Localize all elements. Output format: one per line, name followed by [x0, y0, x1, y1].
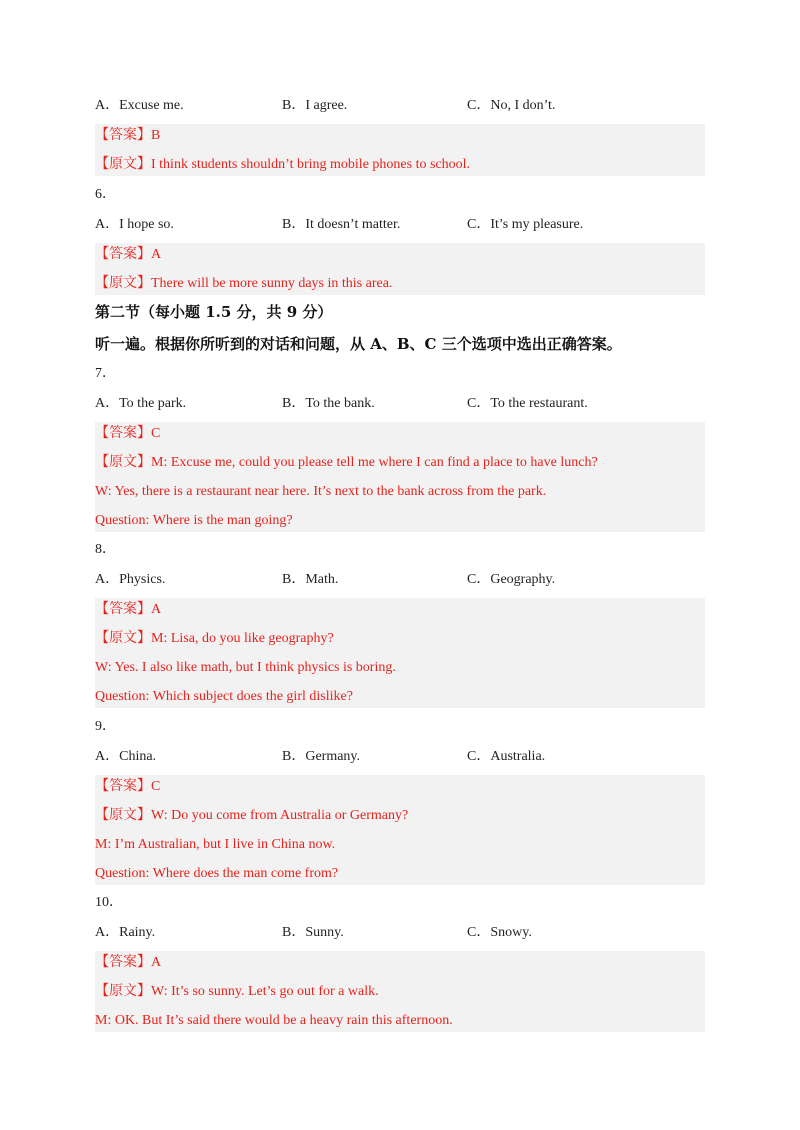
section2-title: 第二节（每小题 1.5 分，共 9 分） [95, 303, 333, 321]
q8-answer: 【答案】A [95, 602, 162, 617]
q8-option-b: B．Math. [282, 572, 339, 587]
q6-transcript-line: 【原文】There will be more sunny days in this area. [95, 276, 393, 291]
q9-transcript-line-2: M: I’m Australian, but I live in China now. [95, 837, 336, 852]
q5-transcript-line: 【原文】I think students shouldn’t bring mobile phones to school. [95, 157, 471, 172]
q9-number: 9． [95, 719, 116, 734]
q5-option-c: C．No, I don’t. [467, 98, 556, 113]
q9-answer-box [95, 775, 705, 885]
q7-answer-box [95, 422, 705, 532]
q10-option-a: A．Rainy. [95, 925, 156, 940]
q10-option-b: B．Sunny. [282, 925, 344, 940]
q8-number: 8． [95, 542, 116, 557]
q10-number: 10． [95, 895, 123, 910]
q8-option-a: A．Physics. [95, 572, 166, 587]
q7-answer: 【答案】C [95, 426, 161, 441]
q10-answer: 【答案】A [95, 955, 162, 970]
q9-transcript-question: Question: Where does the man come from? [95, 866, 339, 881]
q10-option-c: C．Snowy. [467, 925, 532, 940]
q5-answer-box [95, 124, 705, 176]
q9-option-b: B．Germany. [282, 749, 361, 764]
q6-option-c: C．It’s my pleasure. [467, 217, 584, 232]
q8-transcript-question: Question: Which subject does the girl dislike? [95, 689, 353, 704]
q8-transcript-line-1: 【原文】M: Lisa, do you like geography? [95, 631, 334, 646]
q5-option-b: B．I agree. [282, 98, 348, 113]
q10-answer-box [95, 951, 705, 1032]
section2-instruction: 听一遍。根据你所听到的对话和问题，从 A、B、C 三个选项中选出正确答案。 [95, 335, 622, 353]
q7-transcript-line-1: 【原文】M: Excuse me, could you please tell me where I can find a place to have lunch? [95, 455, 598, 470]
q8-transcript-line-2: W: Yes. I also like math, but I think physics is boring. [95, 660, 396, 675]
q5-answer: 【答案】B [95, 128, 161, 143]
q7-number: 7． [95, 366, 116, 381]
q6-answer-box [95, 243, 705, 295]
q9-option-c: C．Australia. [467, 749, 546, 764]
q9-answer: 【答案】C [95, 779, 161, 794]
q9-transcript-line-1: 【原文】W: Do you come from Australia or Germany? [95, 808, 409, 823]
q6-number: 6． [95, 187, 116, 202]
q7-option-a: A．To the park. [95, 396, 187, 411]
q9-option-a: A．China. [95, 749, 157, 764]
q7-option-c: C．To the restaurant. [467, 396, 588, 411]
q5-option-a: A．Excuse me. [95, 98, 184, 113]
q7-transcript-line-2: W: Yes, there is a restaurant near here. It’s next to the bank across from the park. [95, 484, 547, 499]
q6-option-b: B．It doesn’t matter. [282, 217, 401, 232]
q7-option-b: B．To the bank. [282, 396, 375, 411]
q10-transcript-line-2: M: OK. But It’s said there would be a heavy rain this afternoon. [95, 1013, 453, 1028]
q10-transcript-line-1: 【原文】W: It’s so sunny. Let’s go out for a walk. [95, 984, 379, 999]
q6-answer: 【答案】A [95, 247, 162, 262]
q8-answer-box [95, 598, 705, 708]
q7-transcript-question: Question: Where is the man going? [95, 513, 293, 528]
q6-option-a: A．I hope so. [95, 217, 174, 232]
q8-option-c: C．Geography. [467, 572, 556, 587]
